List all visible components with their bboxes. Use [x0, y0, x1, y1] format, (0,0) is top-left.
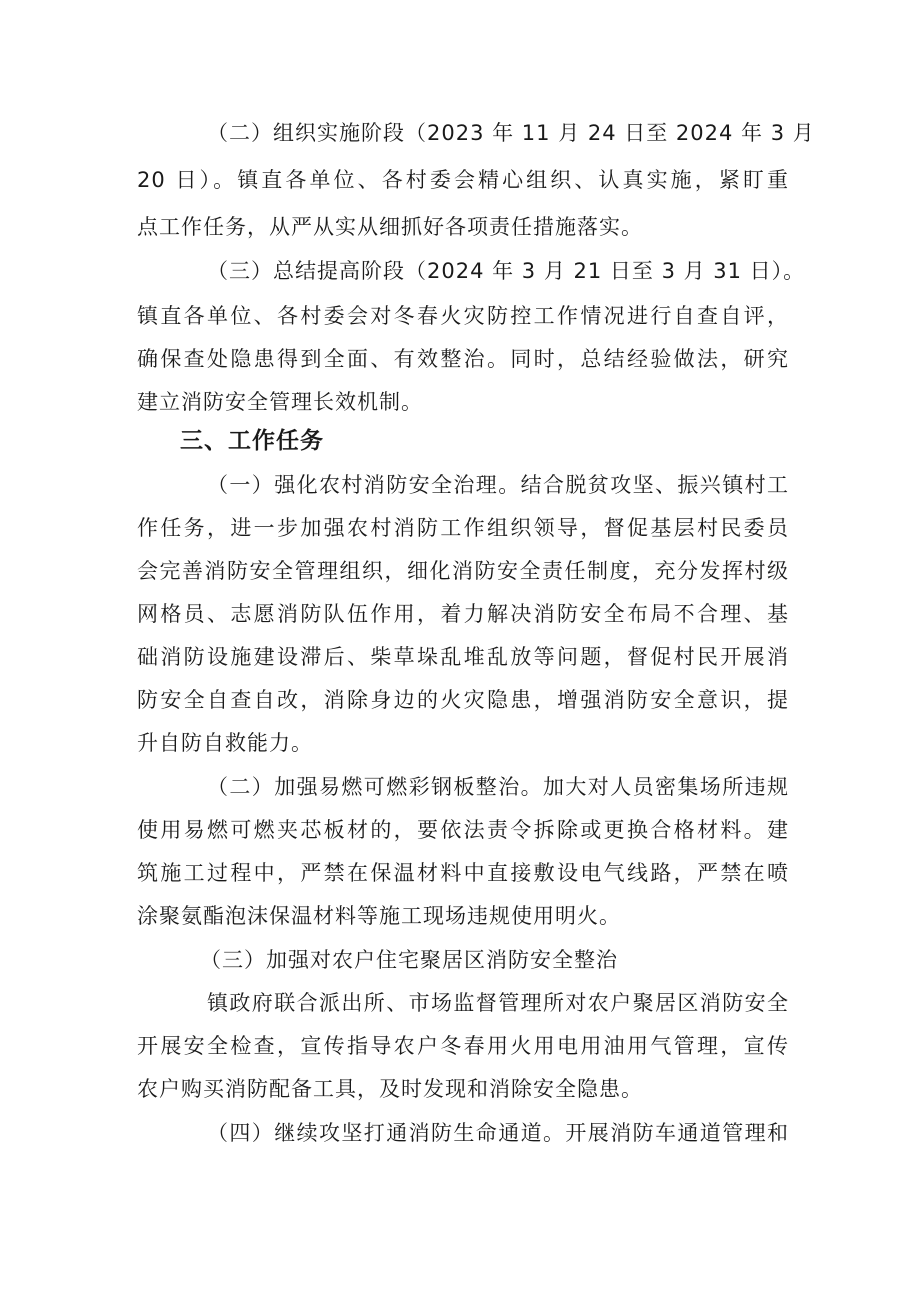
section-heading: 三、工作任务 — [180, 428, 324, 454]
stage-two-heading-line: （二）组织实施阶段（2023 年 11 月 24 日至 2024 年 3 月 — [207, 121, 815, 145]
paragraph-line: 镇政府联合派出所、市场监督管理所对农户聚居区消防安全 — [207, 991, 789, 1015]
paragraph-line: 会完善消防安全管理组织，细化消防安全责任制度，充分发挥村级 — [137, 559, 789, 583]
paragraph-line: 防安全自查自改，消除身边的火灾隐患，增强消防安全意识，提 — [137, 688, 789, 712]
paragraph-line: 础消防设施建设滞后、柴草垛乱堆乱放等问题，督促村民开展消 — [137, 645, 789, 669]
task-two-line: （二）加强易燃可燃彩钢板整治。加大对人员密集场所违规 — [207, 775, 789, 799]
paragraph-line: 作任务，进一步加强农村消防工作组织领导，督促基层村民委员 — [137, 516, 789, 540]
task-four-line: （四）继续攻坚打通消防生命通道。开展消防车通道管理和 — [207, 1121, 789, 1145]
stage-three-heading-line: （三）总结提高阶段（2024 年 3 月 21 日至 3 月 31 日）。 — [207, 259, 806, 283]
paragraph-line: 涂聚氨酯泡沫保温材料等施工现场违规使用明火。 — [137, 904, 621, 928]
paragraph-line: 使用易燃可燃夹芯板材的，要依法责令拆除或更换合格材料。建 — [137, 818, 789, 842]
paragraph-line: 20 日）。镇直各单位、各村委会精心组织、认真实施，紧盯重 — [137, 168, 789, 192]
paragraph-line: 网格员、志愿消防队伍作用，着力解决消防安全布局不合理、基 — [137, 602, 789, 626]
paragraph-line: 确保查处隐患得到全面、有效整治。同时，总结经验做法，研究 — [137, 347, 789, 371]
paragraph-line: 农户购买消防配备工具，及时发现和消除安全隐患。 — [137, 1077, 643, 1101]
paragraph-line: 镇直各单位、各村委会对冬春火灾防控工作情况进行自查自评， — [137, 304, 789, 328]
paragraph-line: 升自防自救能力。 — [137, 731, 313, 755]
paragraph-line: 建立消防安全管理长效机制。 — [137, 390, 423, 414]
paragraph-line: 开展安全检查，宣传指导农户冬春用火用电用油用气管理，宣传 — [137, 1034, 789, 1058]
paragraph-line: 点工作任务，从严从实从细抓好各项责任措施落实。 — [137, 215, 643, 239]
task-three-heading: （三）加强对农户住宅聚居区消防安全整治 — [200, 948, 618, 972]
paragraph-line: 筑施工过程中，严禁在保温材料中直接敷设电气线路，严禁在喷 — [137, 861, 789, 885]
task-one-line: （一）强化农村消防安全治理。结合脱贫攻坚、振兴镇村工 — [207, 473, 789, 497]
